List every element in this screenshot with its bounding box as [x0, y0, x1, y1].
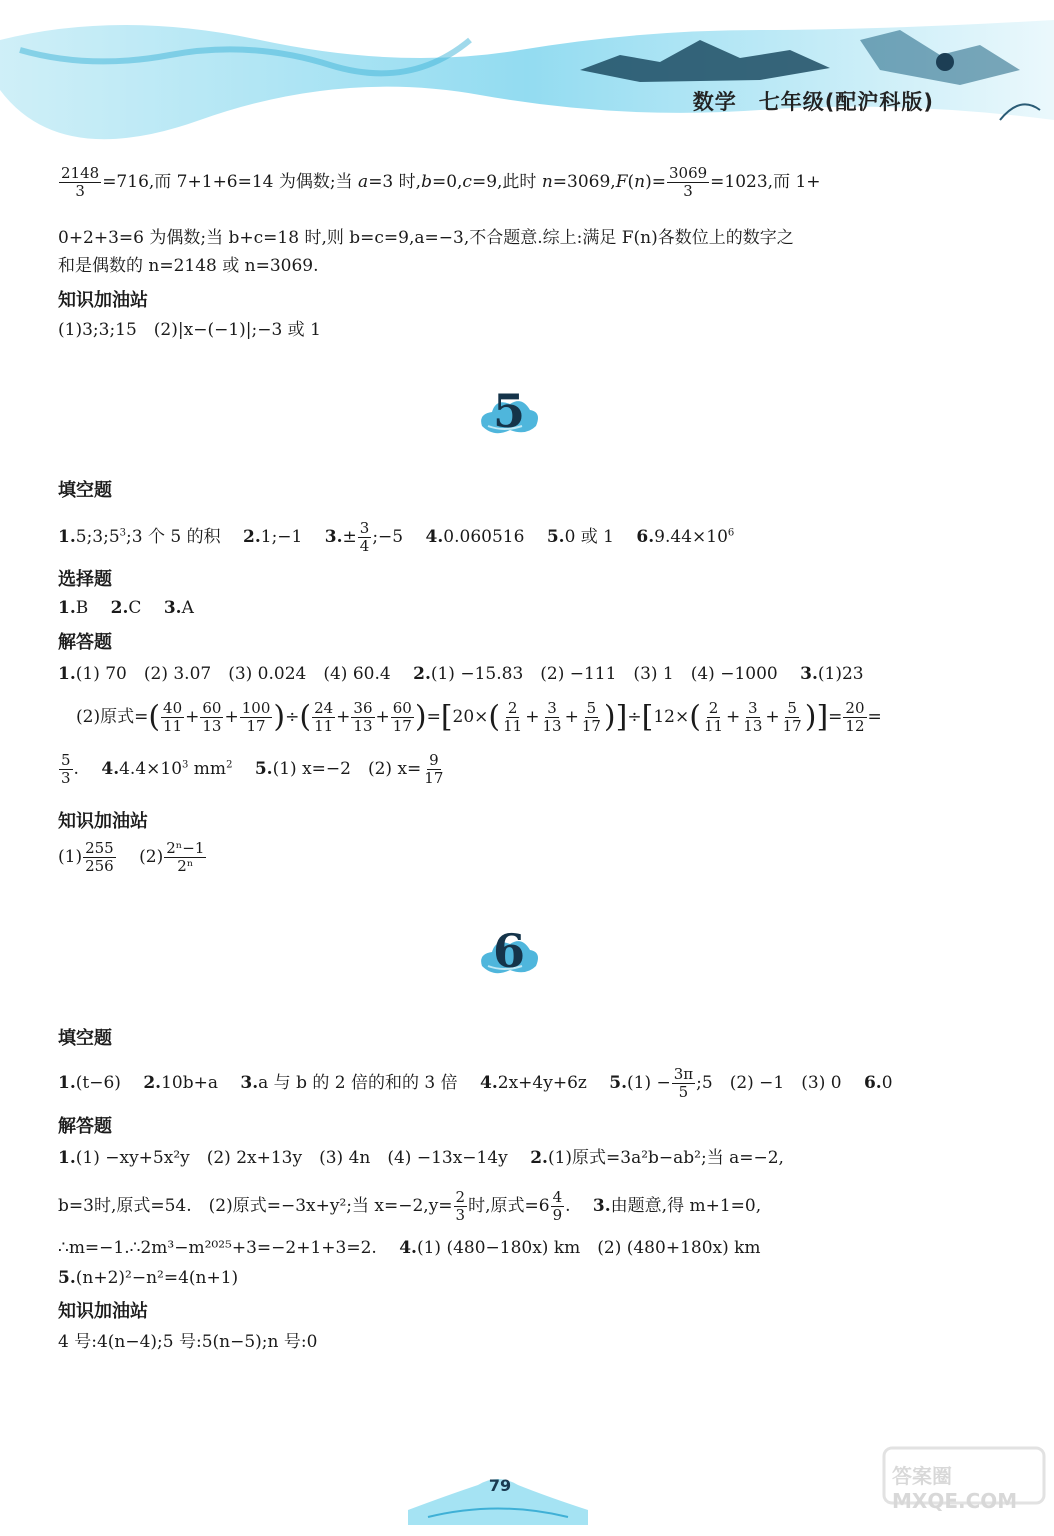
s6-answers-line-1: 1.(1) −xy+5x²y (2) 2x+13y (3) 4n (4) −13x−14y 2.(1)原式=3a²b−ab²;当 a=−2, [58, 1148, 784, 1168]
prev-line-2: 0+2+3=6 为偶数;当 b+c=18 时,则 b=c=9,a=−3,不合题意.综上:满足 F(n)各数位上的数字之 [58, 228, 794, 248]
s5-answers-line-2: (2)原式=( $\frac{40}{11}$ + $\frac{60}{13}$ + $\frac{100}{17}$ )÷( $\frac{24}{11}$ + $\frac{36}{13}$ + $\frac{60}{17}$ )=[20×( $\frac{2}{11}$ + $\frac{3}{13}$ + $\frac{5}{17}$ )]÷[12×( $\frac{2}{11}$ + $\frac{3}{13}$ + $\frac{5}{17}$ )]= $\frac{20}{12}$ = [76, 699, 882, 735]
answer-title: 解答题 [58, 1116, 112, 1137]
fraction: $\frac{3069}{3}$ [668, 164, 708, 200]
s5-choice-answers: 1.B 2.C 3.A [58, 598, 194, 618]
knowledge-station-title: 知识加油站 [58, 811, 148, 832]
section-number: 6 [492, 924, 525, 978]
watermark [880, 1440, 1050, 1530]
s6-answers-line-4: 5.(n+2)²−n²=4(n+1) [58, 1268, 239, 1288]
knowledge-station-title: 知识加油站 [58, 290, 148, 311]
s5-fill-answers: $1.5;3;5^3;3$ 个 5 的积 2.1;−1 3.± $\frac{3}{4}$ ;−5 4.0.060516 5.0 或 1 $6.9.44\times 10^6$ [58, 519, 735, 555]
s6-fill-answers: 1.(t−6) 2.10b+a 3.a 与 b 的 2 倍的和的 3 倍 4.2x+4y+6z 5.(1) − $\frac{3\pi}{5}$ ;5 (2) −1 (3) 0 6.0 [58, 1065, 893, 1101]
page-number: 79 [488, 1476, 512, 1495]
s6-answers-line-2: b=3时,原式=54. (2)原式=−3x+y²;当 x=−2,y= $\frac{2}{3}$ 时,原式=6 $\frac{4}{9}$ . 3.由题意,得 m+1=0, [58, 1188, 762, 1224]
knowledge-station-title: 知识加油站 [58, 1301, 148, 1322]
watermark-text: 答案圈 MXQE.COM [892, 1464, 1018, 1513]
choice-title: 选择题 [58, 569, 112, 590]
prev-line-3: 和是偶数的 n=2148 或 n=3069. [58, 256, 319, 276]
prev-line-1: $\frac{2148}{3}$ =716,而 7+1+6=14 为偶数;当 a=3 时,b=0,c=9,此时 n=3069,F(n)= $\frac{3069}{3}$ =1023,而 1+ [61, 164, 821, 200]
s5-answers-line-1: 1.(1) 70 (2) 3.07 (3) 0.024 (4) 60.4 2.(1) −15.83 (2) −111 (3) 1 (4) −1000 3.(1)23 [58, 664, 864, 684]
knowledge-station-answer: (1)3;3;15 (2)|x−(−1)|;−3 或 1 [58, 320, 321, 340]
section-5-emblem [474, 386, 544, 446]
s5-answers-line-3: $\frac{5}{3}$ . $4.4.4\times 10^3$ $mm^2$ 5.(1) x=−2 (2) x= $\frac{9}{17}$ [61, 751, 444, 787]
answer-title: 解答题 [58, 632, 112, 653]
fill-blank-title: 填空题 [58, 480, 112, 501]
knowledge-station-answer: (1) $\frac{255}{256}$ (2) $\frac{\text{2ⁿ−1}}{\text{2ⁿ}}$ [58, 839, 205, 875]
section-6-emblem [474, 926, 544, 986]
fraction: $\frac{2148}{3}$ [61, 164, 100, 200]
running-head: 数学 七年级(配沪科版) [692, 90, 934, 114]
header-banner-art [0, 0, 1054, 150]
fill-blank-title: 填空题 [58, 1028, 112, 1049]
knowledge-station-answer: 4 号:4(n−4);5 号:5(n−5);n 号:0 [58, 1332, 318, 1352]
fraction: $\frac{3}{4}$ [359, 519, 370, 555]
s6-answers-line-3: ∴m=−1.∴2m³−m²⁰²⁵+3=−2+1+3=2. 4.(1) (480−180x) km (2) (480+180x) km [58, 1238, 761, 1258]
section-number: 5 [492, 384, 525, 438]
